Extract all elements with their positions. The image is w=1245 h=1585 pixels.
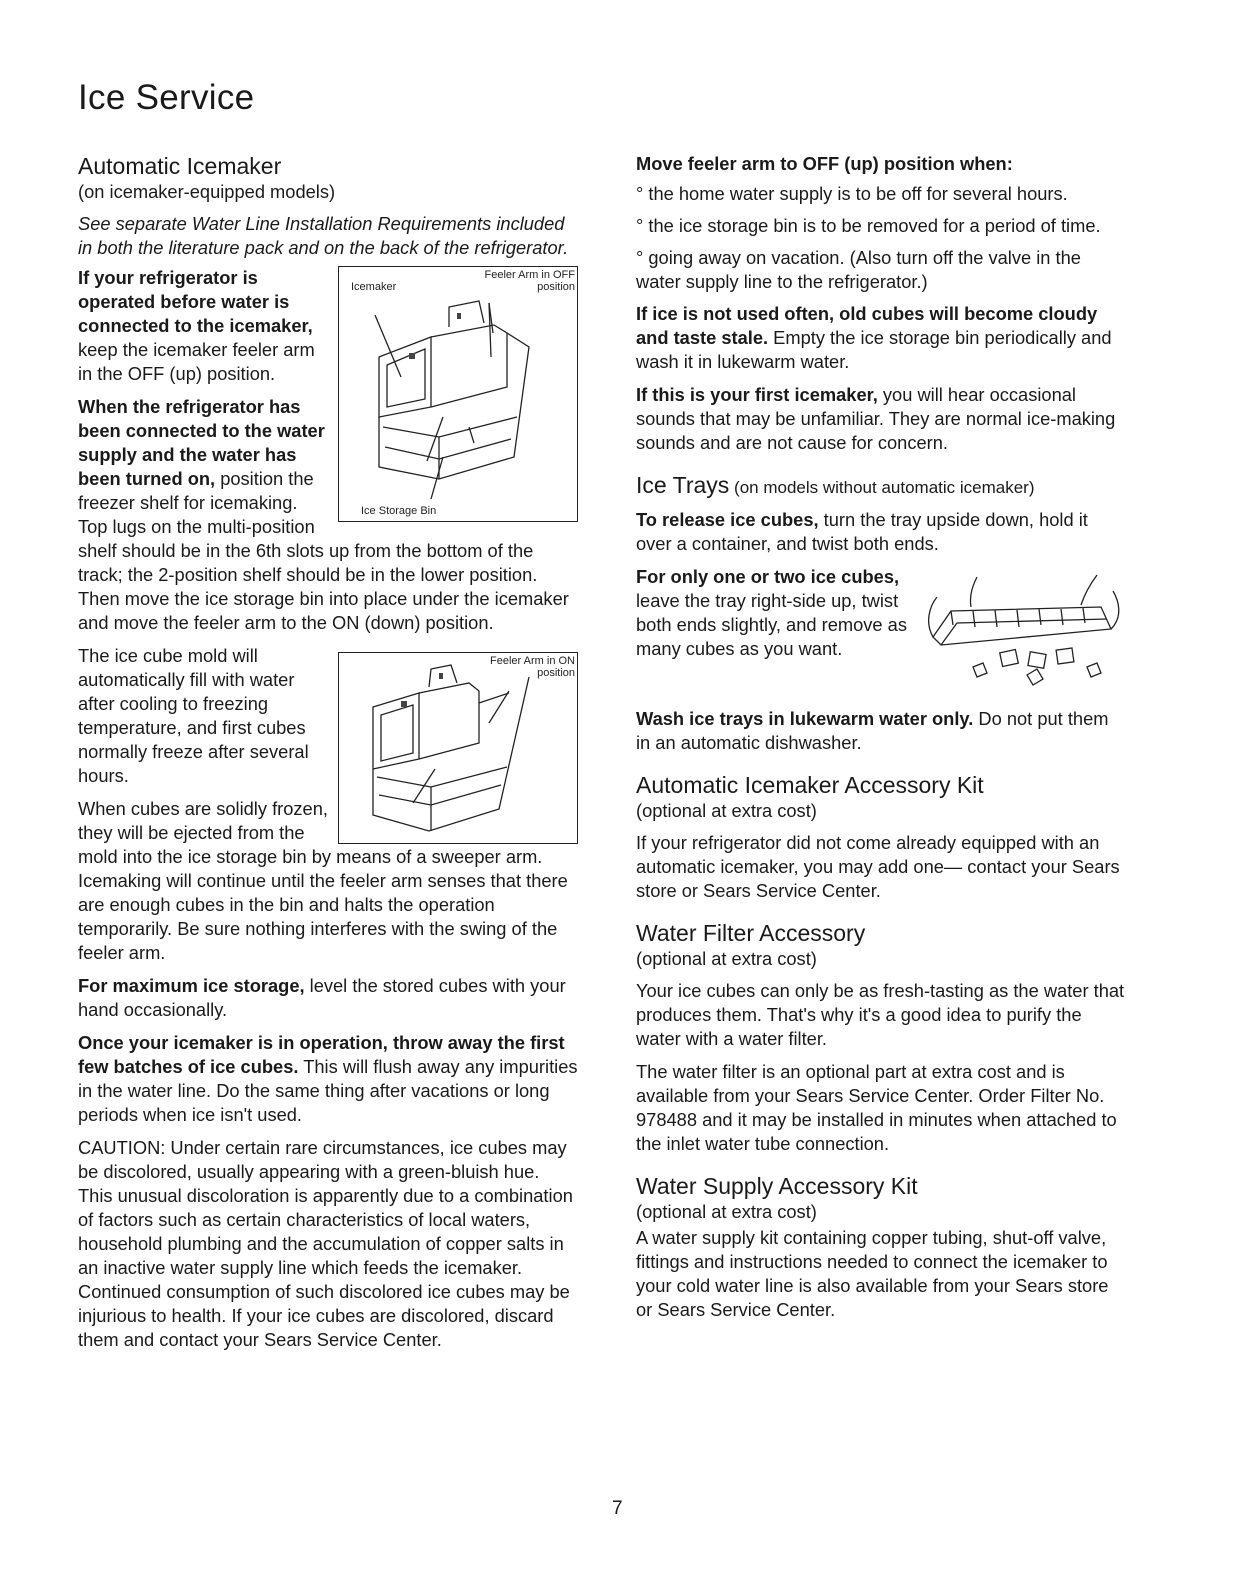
page-number: 7	[612, 1498, 623, 1519]
automatic-icemaker-heading: Automatic Icemaker	[78, 153, 282, 179]
water-connected-bold: When the refrigerator has been connected to the water supply and the water has been turned on,	[78, 396, 325, 489]
one-two-cubes-text: leave the tray right-side up, twist both ends slightly, and remove as many cubes as you want.	[636, 590, 907, 659]
before-water-text: keep the icemaker feeler arm in the OFF (up) position.	[78, 339, 315, 384]
first-icemaker-paragraph	[636, 383, 1126, 455]
water-supply-kit-subheading: (optional at extra cost)	[636, 1201, 817, 1222]
off-position-heading-text: Move feeler arm to OFF (up) position when:	[636, 153, 1013, 174]
wash-trays-text: Do not put them in an automatic dishwasher.	[636, 708, 1109, 753]
icemaker-on-figure	[338, 652, 578, 844]
release-cubes-paragraph	[636, 508, 1126, 556]
off-position-heading	[636, 152, 1126, 176]
icemaker-off-figure	[338, 266, 578, 522]
ice-trays-heading	[636, 471, 1126, 502]
water-connected-text: position the freezer shelf for icemaking. Top lugs on the multi-position shelf should be in the 6th slots up from the bottom of the track; the 2-position shelf should be in the lower position. Then move the ice storage bin into place under the icemaker and move the feeler arm to the ON (down) position.	[78, 468, 569, 633]
feeler-arm-off-label: Feeler Arm in OFF position	[484, 269, 575, 293]
release-cubes-text: turn the tray upside down, hold it over a container, and twist both ends.	[636, 509, 1088, 554]
installation-note: See separate Water Line Installation Requirements included in both the literature pack and on the back of the refrigerator.	[78, 213, 569, 258]
water-supply-kit-text: A water supply kit containing copper tubing, shut-off valve, fittings and instructions needed to connect the icemaker to your cold water line is also available from your Sears store or Sears Service Center.	[636, 1227, 1109, 1320]
mold-fill-paragraph: The ice cube mold will automatically fill with water after cooling to freezing temperature, and first cubes normally freeze after several hours.	[78, 645, 309, 786]
first-batches-bold: Once your icemaker is in operation, throw away the first few batches of ice cubes.	[78, 1032, 565, 1077]
wash-trays-bold: Wash ice trays in lukewarm water only.	[636, 708, 974, 729]
water-filter-paragraph-1: Your ice cubes can only be as fresh-tasting as the water that produces them. That's why it's a good idea to purify the water with a water filter.	[636, 980, 1125, 1049]
page-title: Ice Service	[78, 78, 255, 117]
ice-trays-heading-sub: (on models without automatic icemaker)	[729, 478, 1035, 497]
release-cubes-bold: To release ice cubes,	[636, 509, 819, 530]
icemaker-kit-text: If your refrigerator did not come already equipped with an automatic icemaker, you may add one— contact your Sears store or Sears Service Center.	[636, 832, 1120, 901]
ice-storage-bin-label: Ice Storage Bin	[361, 505, 437, 517]
cube-eject-paragraph: When cubes are solidly frozen, they will be ejected from the mold into the ice storage bin by means of a sweeper arm. Icemaking will continue until the feeler arm senses that there are enough cubes in the bin and halts the operation temporarily. Be sure nothing interferes with the swing of the feeler arm.	[78, 798, 568, 963]
stale-cubes-text: Empty the ice storage bin periodically and wash it in lukewarm water.	[636, 327, 1112, 372]
water-supply-kit-heading: Water Supply Accessory Kit	[636, 1173, 918, 1199]
stale-cubes-paragraph	[636, 302, 1126, 374]
one-two-cubes-bold: For only one or two ice cubes,	[636, 566, 900, 587]
max-storage-text: level the stored cubes with your hand occasionally.	[78, 975, 566, 1020]
icemaker-on-illustration	[339, 653, 579, 845]
icemaker-off-illustration	[339, 267, 579, 523]
icemaker-kit-subheading: (optional at extra cost)	[636, 800, 817, 821]
first-batches-paragraph	[78, 1031, 578, 1127]
water-filter-subheading: (optional at extra cost)	[636, 948, 817, 969]
caution-paragraph: CAUTION: Under certain rare circumstances, ice cubes may be discolored, usually appearing with a green-bluish hue. This unusual discoloration is apparently due to a combination of factors such as certain characteristics of local waters, household plumbing and the accumulation of copper salts in an inactive water supply line which feeds the icemaker. Continued consumption of such discolored ice cubes may be injurious to health. If your ice cubes are discolored, discard them and contact your Sears Service Center.	[78, 1137, 573, 1350]
ice-tray-illustration	[911, 567, 1126, 707]
ice-tray-figure	[911, 567, 1126, 707]
bullet-item: ° the home water supply is to be off for several hours.	[636, 183, 1068, 204]
first-icemaker-bold: If this is your first icemaker,	[636, 384, 878, 405]
water-filter-heading: Water Filter Accessory	[636, 920, 866, 946]
before-water-bold: If your refrigerator is operated before water is connected to the icemaker,	[78, 267, 313, 336]
ice-trays-heading-text: Ice Trays	[636, 472, 730, 498]
first-icemaker-text: you will hear occasional sounds that may be unfamiliar. They are normal ice-making sounds and are not cause for concern.	[636, 384, 1116, 453]
water-filter-paragraph-2: The water filter is an optional part at extra cost and is available from your Sears Service Center. Order Filter No. 978488 and it may be installed in minutes when attached to the inlet water tube connection.	[636, 1061, 1117, 1154]
stale-cubes-bold: If ice is not used often, old cubes will become cloudy and taste stale.	[636, 303, 1098, 348]
bullet-item: ° the ice storage bin is to be removed for a period of time.	[636, 215, 1101, 236]
icemaker-label: Icemaker	[351, 281, 397, 293]
feeler-arm-on-label: Feeler Arm in ON position	[490, 655, 575, 679]
max-storage-bold: For maximum ice storage,	[78, 975, 305, 996]
left-column	[78, 152, 578, 1361]
wash-trays-paragraph	[636, 707, 1126, 755]
icemaker-kit-heading: Automatic Icemaker Accessory Kit	[636, 772, 984, 798]
bullet-item: ° going away on vacation. (Also turn off the valve in the water supply line to the refrigerator.)	[636, 247, 1081, 292]
max-storage-paragraph	[78, 974, 578, 1022]
first-batches-text: This will flush away any impurities in the water line. Do the same thing after vacations or long periods when ice isn't used.	[78, 1056, 578, 1125]
automatic-icemaker-subheading: (on icemaker-equipped models)	[78, 181, 336, 202]
right-column	[636, 152, 1126, 1331]
